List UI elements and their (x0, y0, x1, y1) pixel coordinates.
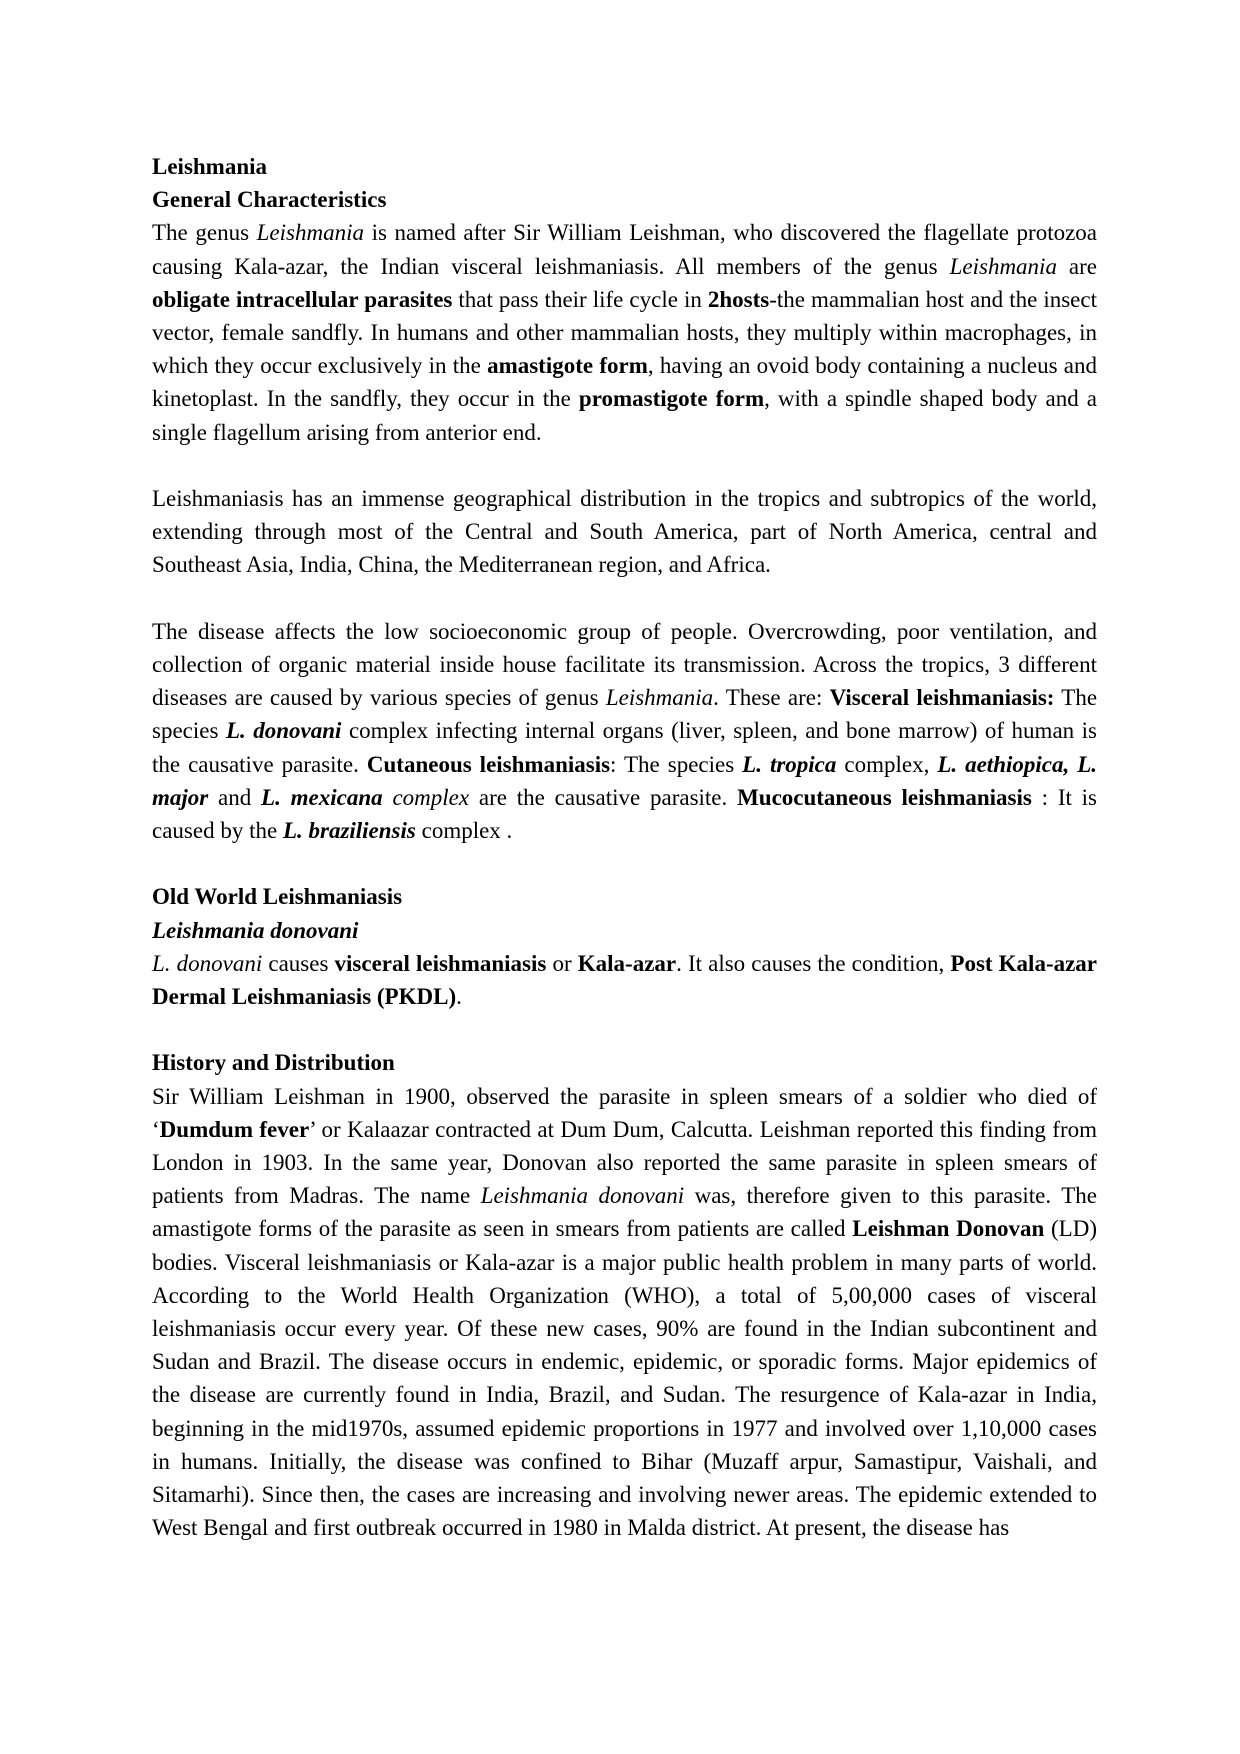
text-run: : The species (610, 751, 743, 777)
emphasis-text: obligate intracellular parasites (152, 286, 453, 312)
emphasis-text: Kala-azar (577, 950, 677, 976)
paragraph-l-donovani (152, 947, 1097, 1013)
section-heading-general: General Characteristics (152, 187, 387, 213)
emphasis-text: promastigote form (578, 386, 765, 412)
emphasis-text: Leishman Donovan (852, 1216, 1045, 1242)
emphasis-text: Visceral leishmaniasis: (829, 685, 1055, 711)
text-run: and (208, 784, 262, 810)
emphasis-text: L. aethiopica, L. major (152, 751, 1098, 810)
emphasis-text: Cutaneous leishmaniasis (366, 751, 611, 777)
text-run: , with a spindle shaped body and a single flagellum arising from anterior end. (152, 386, 1097, 445)
emphasis-text: L. mexicana (261, 784, 383, 810)
section-heading-history: History and Distribution (152, 1050, 395, 1076)
text-run: Sir William Leishman in 1900, observed the parasite in spleen smears of a soldier who died of ‘ (152, 1083, 1097, 1142)
text-run: : It is caused by the (152, 784, 1098, 844)
text-run: The disease affects the low socioeconomic group of people. Overcrowding, poor ventilation, and collection of organic material inside house facilitate its transmission. Across the tropics, 3 different diseases are caused by various species of genus (152, 618, 1097, 711)
emphasis-text: Dumdum fever (159, 1116, 310, 1142)
text-run: was, therefore given to this parasite. The amastigote forms of the parasite as seen in smears from patients are called (152, 1183, 1097, 1242)
text-run: is named after Sir William Leishman, who discovered the flagellate protozoa causing Kala-azar, the Indian visceral leishmaniasis. All members of the genus (152, 220, 1097, 279)
text-run: are (1056, 253, 1098, 279)
text-run: ’ or Kalaazar contracted at Dum Dum, Calcutta. Leishman reported this finding from London in 1903. In the same year, Donovan also reported the same parasite in spleen smears of patients from Madras. The name (152, 1116, 1097, 1209)
emphasis-text: Leishmania (256, 220, 364, 246)
text-run: (LD) bodies. Visceral leishmaniasis or Kala-azar is a major public health problem in many parts of world. According to the World Health Organization (WHO), a total of 5,00,000 cases of visceral leishmaniasis occur every year. Of these new cases, 90% are found in the Indian subcontinent and Sudan and Brazil. The disease occurs in endemic, epidemic, or sporadic forms. Major epidemics of the disease are currently found in India, Brazil, and Sudan. The resurgence of Kala-azar in India, beginning in the mid1970s, assumed epidemic proportions in 1977 and involved over 1,10,000 cases in humans. Initially, the disease was confined to Bihar (Muzaff arpur, Samastipur, Vaishali, and Sitamarhi). Since then, the cases are increasing and involving newer areas. The epidemic extended to West Bengal and first outbreak occurred in 1980 in Malda district. At present, the disease has (152, 1216, 1097, 1541)
emphasis-text: Leishmania donovani (480, 1183, 685, 1209)
emphasis-text: L. braziliensis (282, 818, 416, 844)
paragraph-history (152, 1080, 1097, 1545)
emphasis-text: Leishmania (605, 685, 714, 711)
text-run: are the causative parasite. (469, 784, 738, 810)
paragraph-distribution (152, 482, 1097, 582)
text-run: . It also causes the condition, (676, 950, 951, 976)
emphasis-text: 2hosts (707, 286, 770, 312)
text-run: complex, (836, 751, 938, 777)
subheading-l-donovani: Leishmania donovani (152, 917, 359, 943)
emphasis-text: amastigote form (487, 353, 648, 379)
text-run: Leishmaniasis has an immense geographical distribution in the tropics and subtropics of the world, extending through most of the Central and South America, part of North America, central and Southeast Asia, India, China, the Mediterranean region, and Africa. (152, 486, 1097, 578)
document-title: Leishmania (152, 154, 268, 179)
emphasis-text: Post Kala-azar Dermal Leishmaniasis (PKDL) (152, 950, 1098, 1010)
emphasis-text: Mucocutaneous leishmaniasis (737, 784, 1032, 810)
text-run: -the mammalian host and the insect vector, female sandfly. In humans and other mammalian hosts, they multiply within macrophages, in which they occur exclusively in the (152, 286, 1097, 379)
emphasis-text: L. donovani (225, 718, 342, 744)
emphasis-text: Leishmania (949, 253, 1057, 279)
section-heading-old-world: Old World Leishmaniasis (152, 884, 403, 910)
emphasis-text: L. tropica (742, 751, 837, 777)
text-run: . (456, 984, 462, 1010)
text-run: causes (262, 950, 335, 976)
text-run (383, 785, 393, 810)
paragraph-general-intro (152, 216, 1097, 448)
emphasis-text: L. donovani (152, 950, 263, 976)
text-run: The species (152, 685, 1098, 744)
document-page (152, 150, 1097, 1544)
emphasis-text: complex (392, 784, 470, 810)
text-run: , having an ovoid body containing a nucleus and kinetoplast. In the sandfly, they occur in the (152, 353, 1097, 412)
paragraph-disease-types (152, 615, 1097, 847)
text-run: complex infecting internal organs (liver, spleen, and bone marrow) of human is the causative parasite. (152, 718, 1097, 777)
text-run: that pass their life cycle in (452, 286, 708, 312)
text-run: or (546, 950, 578, 976)
text-run: . These are: (713, 685, 830, 711)
text-run: The genus (152, 220, 257, 246)
text-run: complex . (415, 818, 513, 844)
emphasis-text: visceral leishmaniasis (334, 950, 547, 976)
